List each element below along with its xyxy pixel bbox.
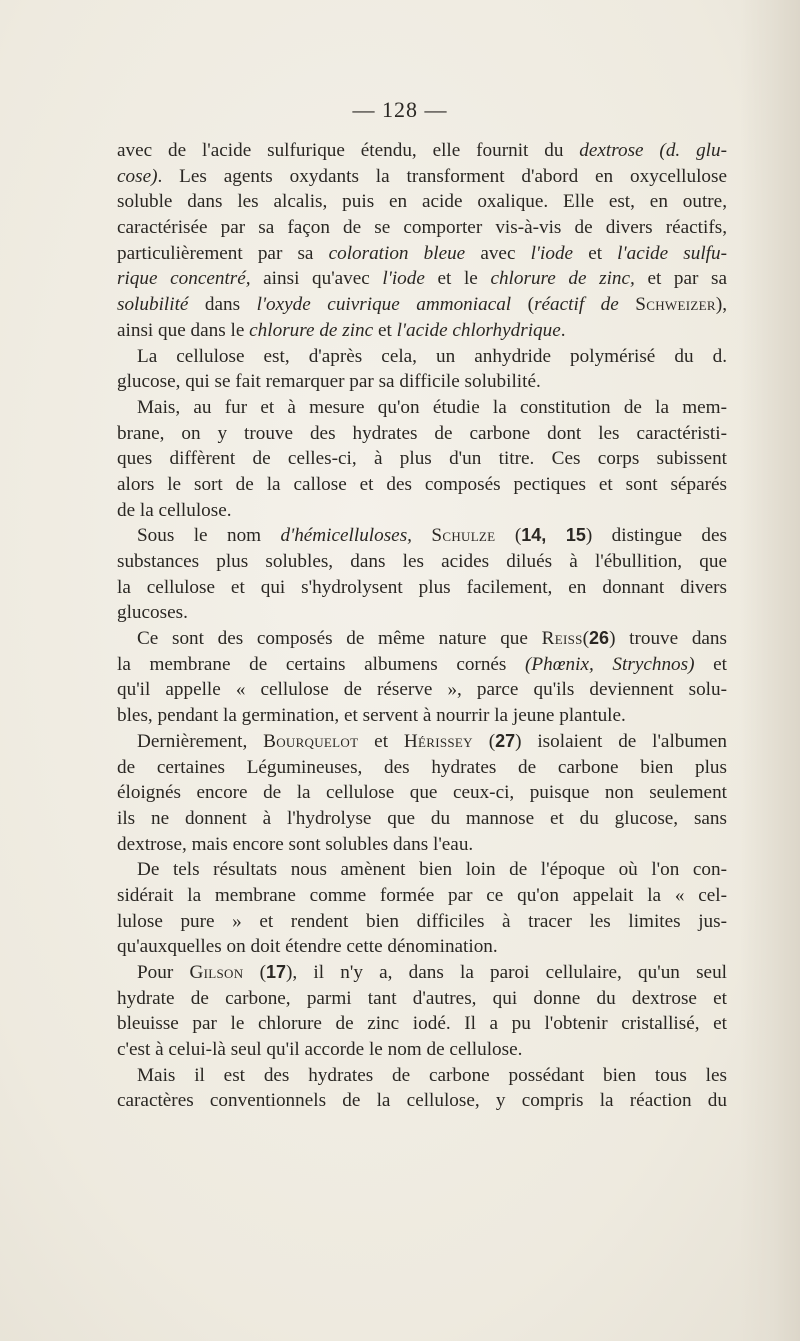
author-name: Gilson: [189, 962, 244, 983]
text-run: (: [472, 730, 496, 752]
text-run: soluble dans les alcalis, puis en acide oxalique. Elle est, en outre,: [117, 191, 727, 213]
text-run: ils ne donnent à l'hydrolyse que du mannose et du glucose, sans: [117, 807, 727, 829]
text-run: de certaines Légumineuses, des hydrates de carbone bien plus: [117, 756, 727, 778]
author-name: Bourquelot: [263, 730, 359, 752]
text-run: et: [358, 730, 404, 752]
text-line: [117, 909, 727, 935]
text-run: et: [573, 242, 618, 264]
text-run: hydrate de carbone, parmi tant d'autres, qui donne du dextrose et: [117, 987, 727, 1009]
text-run: ), il n'y a, dans la paroi cellulaire, qu'un seul: [286, 962, 727, 983]
text-run: ) isolaient de l'albumen: [515, 730, 727, 752]
text-run: avec de l'acide sulfurique étendu, elle fournit du: [117, 140, 580, 161]
text-run: et: [373, 319, 397, 341]
text-run: la membrane de certains albumens cornés: [117, 653, 526, 675]
text-run: (: [495, 525, 522, 547]
text-line: [117, 857, 727, 883]
text-run: sidérait la membrane comme formée par ce qu'on appelait la « cel-: [117, 884, 727, 906]
text-run: caractères conventionnels de la cellulose, y compris la réaction du: [117, 1090, 727, 1112]
text-line: [117, 164, 727, 190]
text-run: éloignés encore de la cellulose que ceux-ci, puisque non seulement: [117, 782, 727, 804]
text-line: [117, 189, 727, 215]
text-run: . Les agents oxydants la transforment d'abord en oxycellulose: [157, 165, 727, 187]
text-run: l'iode: [382, 268, 425, 290]
text-line: [117, 472, 727, 498]
text-line: [117, 344, 727, 370]
text-run: réactif de: [534, 294, 619, 316]
text-line: [117, 266, 727, 292]
text-run: glucoses.: [117, 602, 188, 624]
text-line: [117, 421, 727, 447]
text-run: ) distingue des: [585, 525, 727, 547]
text-run: (Phœnix, Strychnos): [525, 653, 695, 675]
text-line: [117, 1063, 727, 1089]
text-run: avec: [465, 242, 531, 264]
text-run: la cellulose et qui s'hydrolysent plus facilement, en donnant divers: [117, 576, 727, 598]
text-line: [117, 241, 727, 267]
text-line: [117, 626, 727, 652]
text-line: [117, 652, 727, 678]
text-line: [117, 832, 727, 858]
text-run: (: [511, 294, 535, 316]
reference-number: 27: [495, 730, 516, 751]
text-run: Sous le nom: [137, 525, 281, 547]
text-run: et: [694, 653, 727, 675]
reference-number: 26: [589, 628, 610, 649]
text-run: ainsi que dans le: [117, 319, 250, 341]
text-run: dextrose, mais encore sont solubles dans l'eau.: [117, 833, 474, 855]
text-run: ) trouve dans: [609, 628, 727, 650]
text-line: [117, 215, 727, 241]
text-run: La cellulose est, d'après cela, un anhydride polymérisé du d.: [137, 345, 727, 367]
text-run: substances plus solubles, dans les acides dilués à l'ébullition, que: [117, 551, 727, 572]
page-number: — 128 —: [352, 97, 448, 122]
text-line: [117, 729, 727, 755]
text-run: ),: [715, 294, 728, 316]
body-text: [117, 138, 727, 1114]
text-line: [117, 549, 727, 575]
text-run: lulose pure » et rendent bien difficiles à tracer les limites jus-: [117, 910, 727, 932]
text-run: [412, 525, 431, 546]
text-run: ainsi qu'avec: [250, 268, 383, 290]
text-run: de la cellulose.: [117, 499, 232, 521]
text-run: rique concentré,: [117, 268, 251, 290]
text-line: [117, 755, 727, 781]
text-line: [117, 1011, 727, 1037]
text-run: ques diffèrent de celles-ci, à plus d'un titre. Ces corps subissent: [117, 448, 727, 470]
text-line: [117, 138, 727, 164]
text-line: [117, 1037, 727, 1063]
text-line: [117, 960, 727, 986]
text-run: chlorure de zinc,: [490, 268, 635, 290]
text-line: [117, 780, 727, 806]
text-line: [117, 395, 727, 421]
text-run: (: [243, 962, 266, 983]
text-run: qu'auxquelles on doit étendre cette dénomination.: [117, 936, 498, 958]
text-run: c'est à celui-là seul qu'il accorde le nom de cellulose.: [117, 1039, 523, 1061]
text-run: l'acide chlorhydrique: [396, 319, 561, 341]
text-run: De tels résultats nous amènent bien loin de l'époque où l'on con-: [137, 859, 727, 881]
text-run: brane, on y trouve des hydrates de carbone dont les caractéristi-: [117, 422, 727, 444]
text-run: bleuisse par le chlorure de zinc iodé. Il a pu l'obtenir cristallisé, et: [117, 1013, 727, 1035]
text-run: et par sa: [634, 268, 727, 290]
text-run: qu'il appelle « cellulose de réserve », parce qu'ils deviennent solu-: [117, 679, 727, 701]
text-run: d'hémicelluloses,: [280, 525, 412, 547]
text-run: l'oxyde cuivrique ammoniacal: [256, 294, 512, 316]
text-run: cose): [117, 165, 158, 187]
author-name: Hérissey: [403, 730, 473, 752]
text-run: Dernièrement,: [137, 730, 264, 752]
text-run: bles, pendant la germination, et servent à nourrir la jeune plantule.: [117, 705, 626, 727]
text-run: [619, 294, 636, 315]
text-run: (: [582, 628, 590, 650]
text-run: alors le sort de la callose et des composés pectiques et sont séparés: [117, 473, 727, 495]
text-line: [117, 600, 727, 626]
text-line: [117, 883, 727, 909]
text-line: [117, 498, 727, 524]
text-run: glucose, qui se fait remarquer par sa difficile solubilité.: [117, 371, 541, 393]
text-line: [117, 369, 727, 395]
text-run: Pour: [137, 962, 190, 983]
author-name: Reiss: [541, 628, 583, 650]
text-run: particulièrement par sa: [117, 242, 329, 264]
page-edge-shadow: [740, 0, 800, 1341]
text-line: [117, 1088, 727, 1114]
reference-number: 17: [265, 962, 287, 982]
text-run: et le: [424, 268, 491, 290]
reference-number: 14, 15: [521, 525, 586, 546]
text-run: Mais il est des hydrates de carbone possédant bien tous les: [137, 1064, 727, 1086]
text-line: [117, 523, 727, 549]
text-line: [117, 934, 727, 960]
text-run: l'iode: [530, 242, 574, 264]
text-line: [117, 575, 727, 601]
text-run: solubilité: [117, 294, 189, 316]
text-line: [117, 446, 727, 472]
text-line: [117, 318, 727, 344]
text-run: .: [560, 319, 566, 341]
text-line: [117, 806, 727, 832]
text-line: [117, 986, 727, 1012]
author-name: Schweizer: [635, 294, 716, 316]
text-run: caractérisée par sa façon de se comporter vis-à-vis de divers réactifs,: [117, 217, 727, 239]
text-run: dextrose (d. glu-: [579, 140, 727, 161]
author-name: Schulze: [431, 525, 496, 547]
text-run: chlorure de zinc: [249, 319, 374, 341]
text-run: Ce sont des composés de même nature que: [137, 628, 542, 650]
text-line: [117, 292, 727, 318]
text-run: l'acide sulfu-: [617, 242, 727, 264]
text-run: coloration bleue: [328, 242, 466, 264]
text-run: Mais, au fur et à mesure qu'on étudie la constitution de la mem-: [137, 396, 727, 418]
text-run: dans: [188, 294, 257, 316]
text-line: [117, 677, 727, 703]
text-line: [117, 703, 727, 729]
